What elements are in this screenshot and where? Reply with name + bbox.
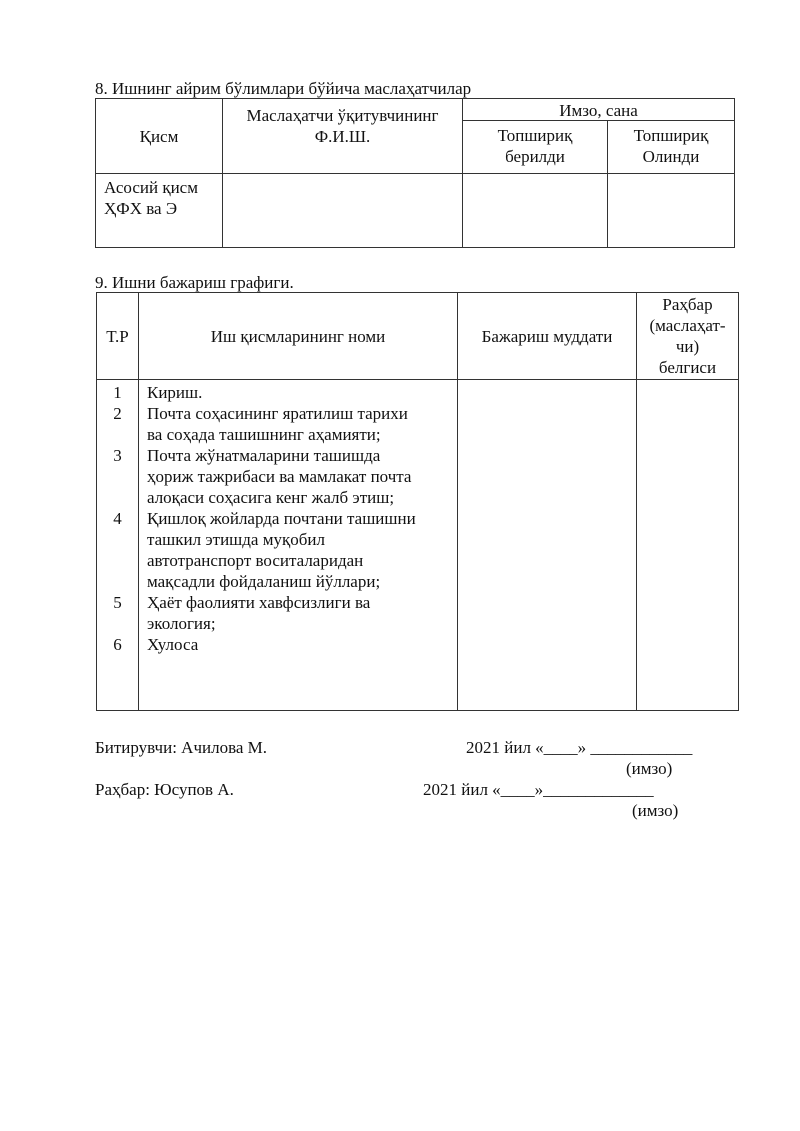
item-line: алоқаси соҳасига кенг жалб этиш; xyxy=(147,488,395,507)
item-number: 5 xyxy=(113,593,122,612)
graduate-signature-caption: (имзо) xyxy=(626,759,673,778)
item-number: 6 xyxy=(113,635,122,654)
row-part-line: Асосий қисм xyxy=(104,178,198,197)
header-deadline: Бажариш муддати xyxy=(481,327,613,346)
header-given xyxy=(463,125,607,167)
section-8-title: 8. Ишнинг айрим бўлимлари бўйича маслаҳатчилар xyxy=(95,79,472,98)
item-line: ташкил этишда муқобил xyxy=(147,530,325,549)
list-item xyxy=(97,403,457,445)
header-supervisor-mark xyxy=(637,294,738,378)
header-consultant-line: Ф.И.Ш. xyxy=(314,127,371,146)
graduate-date-line[interactable]: 2021 йил «____» ____________ xyxy=(466,738,693,757)
header-sign-date: Имзо, сана xyxy=(559,101,638,120)
item-line: Почта соҳасининг яратилиш тарихи xyxy=(147,404,408,423)
supervisor-signature-caption: (имзо) xyxy=(632,801,679,820)
header-supervisor-line: Раҳбар xyxy=(662,295,713,314)
header-received-line: Топшириқ xyxy=(633,126,709,145)
header-received xyxy=(608,125,734,167)
item-text xyxy=(138,592,370,634)
item-line: автотранспорт воситаларидан xyxy=(147,551,364,570)
header-num: Т.Р xyxy=(106,327,129,346)
item-number: 3 xyxy=(113,446,122,465)
section-9-title: 9. Ишни бажариш графиги. xyxy=(95,273,294,292)
supervisor-date-line[interactable]: 2021 йил «____»_____________ xyxy=(423,780,654,799)
table-divider xyxy=(457,293,458,710)
header-given-line: Топшириқ xyxy=(497,126,573,145)
item-line: ва соҳада ташишнинг аҳамияти; xyxy=(147,425,381,444)
item-number: 2 xyxy=(113,404,122,423)
header-consultant-line: Маслаҳатчи ўқитувчининг xyxy=(246,106,439,125)
item-text xyxy=(138,403,408,445)
list-item xyxy=(97,445,457,508)
item-line: Кириш. xyxy=(147,383,203,402)
item-text xyxy=(138,634,198,655)
item-line: Ҳаёт фаолияти хавфсизлиги ва xyxy=(147,593,371,612)
header-supervisor-line: (маслаҳат- xyxy=(649,316,726,335)
header-supervisor-line: чи) xyxy=(675,337,700,356)
schedule-body xyxy=(97,382,457,655)
table-row xyxy=(104,177,198,219)
header-received-line: Олинди xyxy=(642,147,700,166)
item-number: 1 xyxy=(113,383,122,402)
header-part: Қисм xyxy=(139,127,179,146)
item-text xyxy=(138,508,416,592)
item-line: мақсадли фойдаланиш йўллари; xyxy=(147,572,381,591)
list-item xyxy=(97,592,457,634)
table-divider xyxy=(97,379,738,380)
item-line: ҳориж тажрибаси ва мамлакат почта xyxy=(147,467,412,486)
item-text xyxy=(138,445,411,508)
header-consultant xyxy=(223,105,462,147)
item-number: 4 xyxy=(113,509,122,528)
header-supervisor-line: белгиси xyxy=(658,358,717,377)
item-line: Қишлоқ жойларда почтани ташишни xyxy=(147,509,416,528)
table-divider xyxy=(96,173,734,174)
list-item xyxy=(97,634,457,655)
header-given-line: берилди xyxy=(505,147,565,166)
row-part-line: ҲФХ ва Э xyxy=(104,199,178,218)
item-text xyxy=(138,382,202,403)
header-task-name: Иш қисмларининг номи xyxy=(210,327,386,346)
list-item xyxy=(97,508,457,592)
item-line: экология; xyxy=(147,614,216,633)
schedule-table xyxy=(96,292,739,711)
list-item xyxy=(97,382,457,403)
item-line: Хулоса xyxy=(147,635,199,654)
graduate-label: Битирувчи: Ачилова М. xyxy=(95,738,268,757)
item-line: Почта жўнатмаларини ташишда xyxy=(147,446,381,465)
consultants-table xyxy=(95,98,735,248)
supervisor-label: Раҳбар: Юсупов А. xyxy=(95,780,234,799)
